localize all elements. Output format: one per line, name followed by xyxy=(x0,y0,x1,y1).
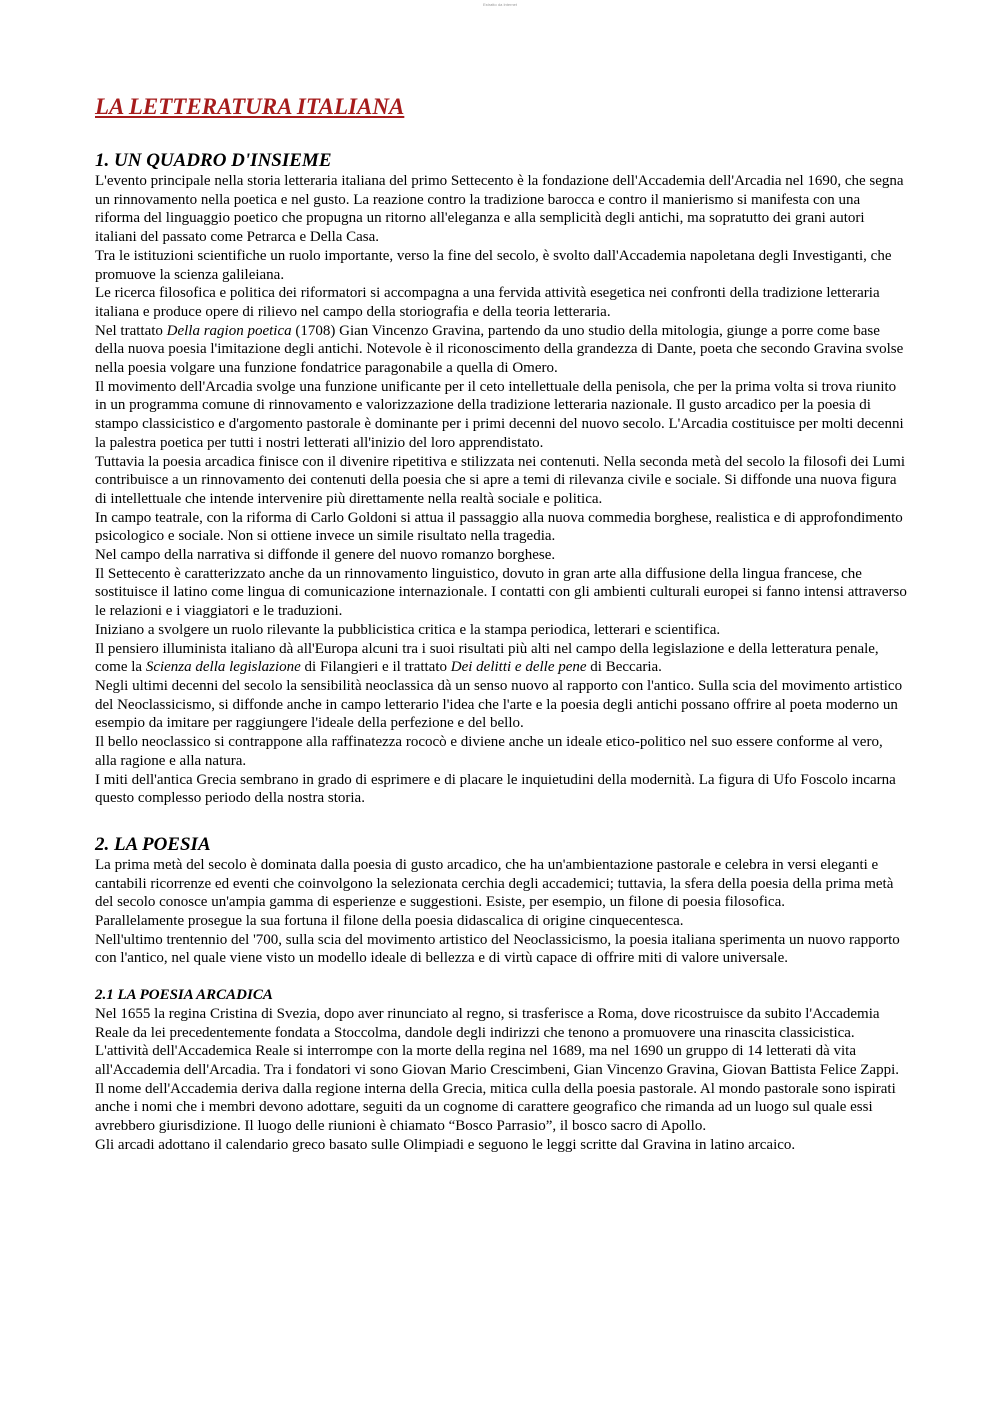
paragraph: Nell'ultimo trentennio del '700, sulla scia del movimento artistico del Neoclassicismo, la poesia italiana sperimenta un nuovo rapporto con l'antico, nel quale viene visto un modello ideale di bellezza e di virtù capace di offrire miti di valore universale. xyxy=(95,931,900,967)
italic-title: Della ragion poetica xyxy=(166,322,292,339)
paragraph: Nel trattato Della ragion poetica (1708) Gian Vincenzo Gravina, partendo da uno studio della mitologia, giunge a porre come base della nuova poesia l'imitazione degli antichi. Notevole è il riconoscimento della grandezza di Dante, poeta che secondo Gravina svolse nella poesia volgare una funzione fondatrice paragonabile a quella di Omero. xyxy=(95,322,904,377)
document-page xyxy=(95,92,907,1154)
paragraph: Tra le istituzioni scientifiche un ruolo importante, verso la fine del secolo, è svolto dall'Accademia napoletana degli Investiganti, che promuove la scienza galileiana. xyxy=(95,247,892,283)
paragraph: Nel campo della narrativa si diffonde il genere del nuovo romanzo borghese. xyxy=(95,547,556,564)
section-heading: 1. UN QUADRO D'INSIEME xyxy=(95,150,332,171)
paragraph: Negli ultimi decenni del secolo la sensibilità neoclassica dà un senso nuovo al rapporto con l'antico. Sulla scia del movimento artistico del Neoclassicismo, si diffonde anche in campo letterario l'idea che l'arte e la poesia degli antichi possano offrire al poeta moderno un esempio da imitare per raggiungere l'ideale della perfezione e del bello. xyxy=(95,677,903,732)
paragraph: La prima metà del secolo è dominata dalla poesia di gusto arcadico, che ha un'ambientazione pastorale e celebra in versi eleganti e cantabili ricorrenze ed eventi che coinvolgono la selezionata cerchia degli accademici; tuttavia, la sfera della poesia della prima metà del secolo conosce un'ampia gamma di esperienze e suggestioni. Esiste, per esempio, un filone di poesia filosofica. xyxy=(95,856,894,911)
paragraph: Le ricerca filosofica e politica dei riformatori si accompagna a una fervida attività esegetica nei confronti della tradizione letteraria italiana e produce opere di rilievo nel campo della storiografia e della teoria letteraria. xyxy=(95,285,880,320)
paragraph: In campo teatrale, con la riforma di Carlo Goldoni si attua il passaggio alla nuova commedia borghese, realistica e di approfondimento psicologico e sociale. Non si ottiene invece un simile risultato nella tragedia. xyxy=(95,509,903,545)
section-1 xyxy=(95,150,907,808)
paragraph: Il Settecento è caratterizzato anche da un rinnovamento linguistico, dovuto in gran arte alla diffusione della lingua francese, che sostituisce il latino come lingua di comunicazione internazionale. I contatti con gli ambienti culturali europei si fanno intensi attraverso le relazioni e i viaggiatori e le traduzioni. xyxy=(95,565,907,620)
paragraph: Gli arcadi adottano il calendario greco basato sulle Olimpiadi e seguono le leggi scritte dal Gravina in latino arcaico. xyxy=(95,1136,796,1153)
paragraph: Il movimento dell'Arcadia svolge una funzione unificante per il ceto intellettuale della penisola, che per la prima volta si trova riunito in un programma comune di rinnovamento e valorizzazione della tradizione letteraria nazionale. Il gusto arcadico per la poesia di stampo classicistico e d'argomento pastorale è dominante per i primi decenni del nuovo secolo. L'Arcadia costituisce per molti decenni la palestra poetica per tutti i nostri letterati all'inizio del loro apprendistato. xyxy=(95,378,904,451)
paragraph: L'evento principale nella storia letteraria italiana del primo Settecento è la fondazione dell'Accademia dell'Arcadia nel 1690, che segna un rinnovamento nella poetica e nel gusto. La reazione contro la tradizione barocca e contro il manierismo si manifesta con una riforma del linguaggio poetico che propugna un ritorno all'eleganza e alla semplicità degli antichi, ma sopratutto dei grani autori italiani del passato come Petrarca e Della Casa. xyxy=(95,173,904,246)
header-watermark: Estratto da Internet xyxy=(482,2,518,7)
paragraph: Tuttavia la poesia arcadica finisce con il divenire ripetitiva e stilizzata nei contenuti. Nella seconda metà del secolo la filosofi dei Lumi contribuisce a un rinnovamento dei contenuti della poesia che si apre a temi di rilevanza civile e sociale. Si diffonde una nuova figura di intellettuale che intende intervenire più direttamente nella realtà sociale e politica. xyxy=(95,453,905,507)
section-3 xyxy=(95,986,907,1154)
section-heading: 2. LA POESIA xyxy=(95,833,211,855)
document-title: LA LETTERATURA ITALIANA xyxy=(95,94,405,119)
paragraph: Nel 1655 la regina Cristina di Svezia, dopo aver rinunciato al regno, si trasferisce a Roma, dove ricostruisce da subito l'Accademia Reale da lei precedentemente fondata a Stoccolma, dandole degli indirizzi che tenono a promuovere una rinascita classicistica. xyxy=(95,1005,880,1041)
paragraph: I miti dell'antica Grecia sembrano in grado di esprimere e di placare le inquietudini della modernità. La figura di Ufo Foscolo incarna questo complesso periodo della nostra storia. xyxy=(95,771,896,807)
paragraph: Iniziano a svolgere un ruolo rilevante la pubblicistica critica e la stampa periodica, letterari e scientifica. xyxy=(95,621,721,638)
section-2 xyxy=(95,834,907,968)
subsection-heading: 2.1 LA POESIA ARCADICA xyxy=(95,987,273,1004)
document-body xyxy=(95,150,907,1154)
paragraph: Parallelamente prosegue la sua fortuna il filone della poesia didascalica di origine cinquecentesca. xyxy=(95,913,684,930)
paragraph: Il pensiero illuminista italiano dà all'Europa alcuni tra i suoi risultati più alti nel campo della legislazione e della letteratura penale, come la Scienza della legislazione di Filangieri e il trattato Dei delitti e delle pene di Beccaria. xyxy=(95,640,879,676)
paragraph: Il nome dell'Accademia deriva dalla regione interna della Grecia, mitica culla della poesia pastorale. Al mondo pastorale sono ispirati anche i nomi che i membri devono adottare, seguiti da un cognome di carattere geografico che rimanda ad un luogo sul quale essi avrebbero giurisdizione. Il luogo delle riunioni è chiamato “Bosco Parrasio”, il bosco sacro di Apollo. xyxy=(95,1080,896,1135)
italic-title: Scienza della legislazione xyxy=(145,659,301,676)
italic-title: Dei delitti e delle pene xyxy=(450,659,587,676)
paragraph: L'attività dell'Accademica Reale si interrompe con la morte della regina nel 1689, ma nel 1690 un gruppo di 14 letterati dà vita all'Accademia dell'Arcadia. Tra i fondatori vi sono Giovan Mario Crescimbeni, Gian Vincenzo Gravina, Giovan Battista Felice Zappi. xyxy=(95,1043,900,1078)
paragraph: Il bello neoclassico si contrappone alla raffinatezza rococò e diviene anche un ideale etico-politico nel suo essere conforme al vero, alla ragione e alla natura. xyxy=(95,734,883,769)
